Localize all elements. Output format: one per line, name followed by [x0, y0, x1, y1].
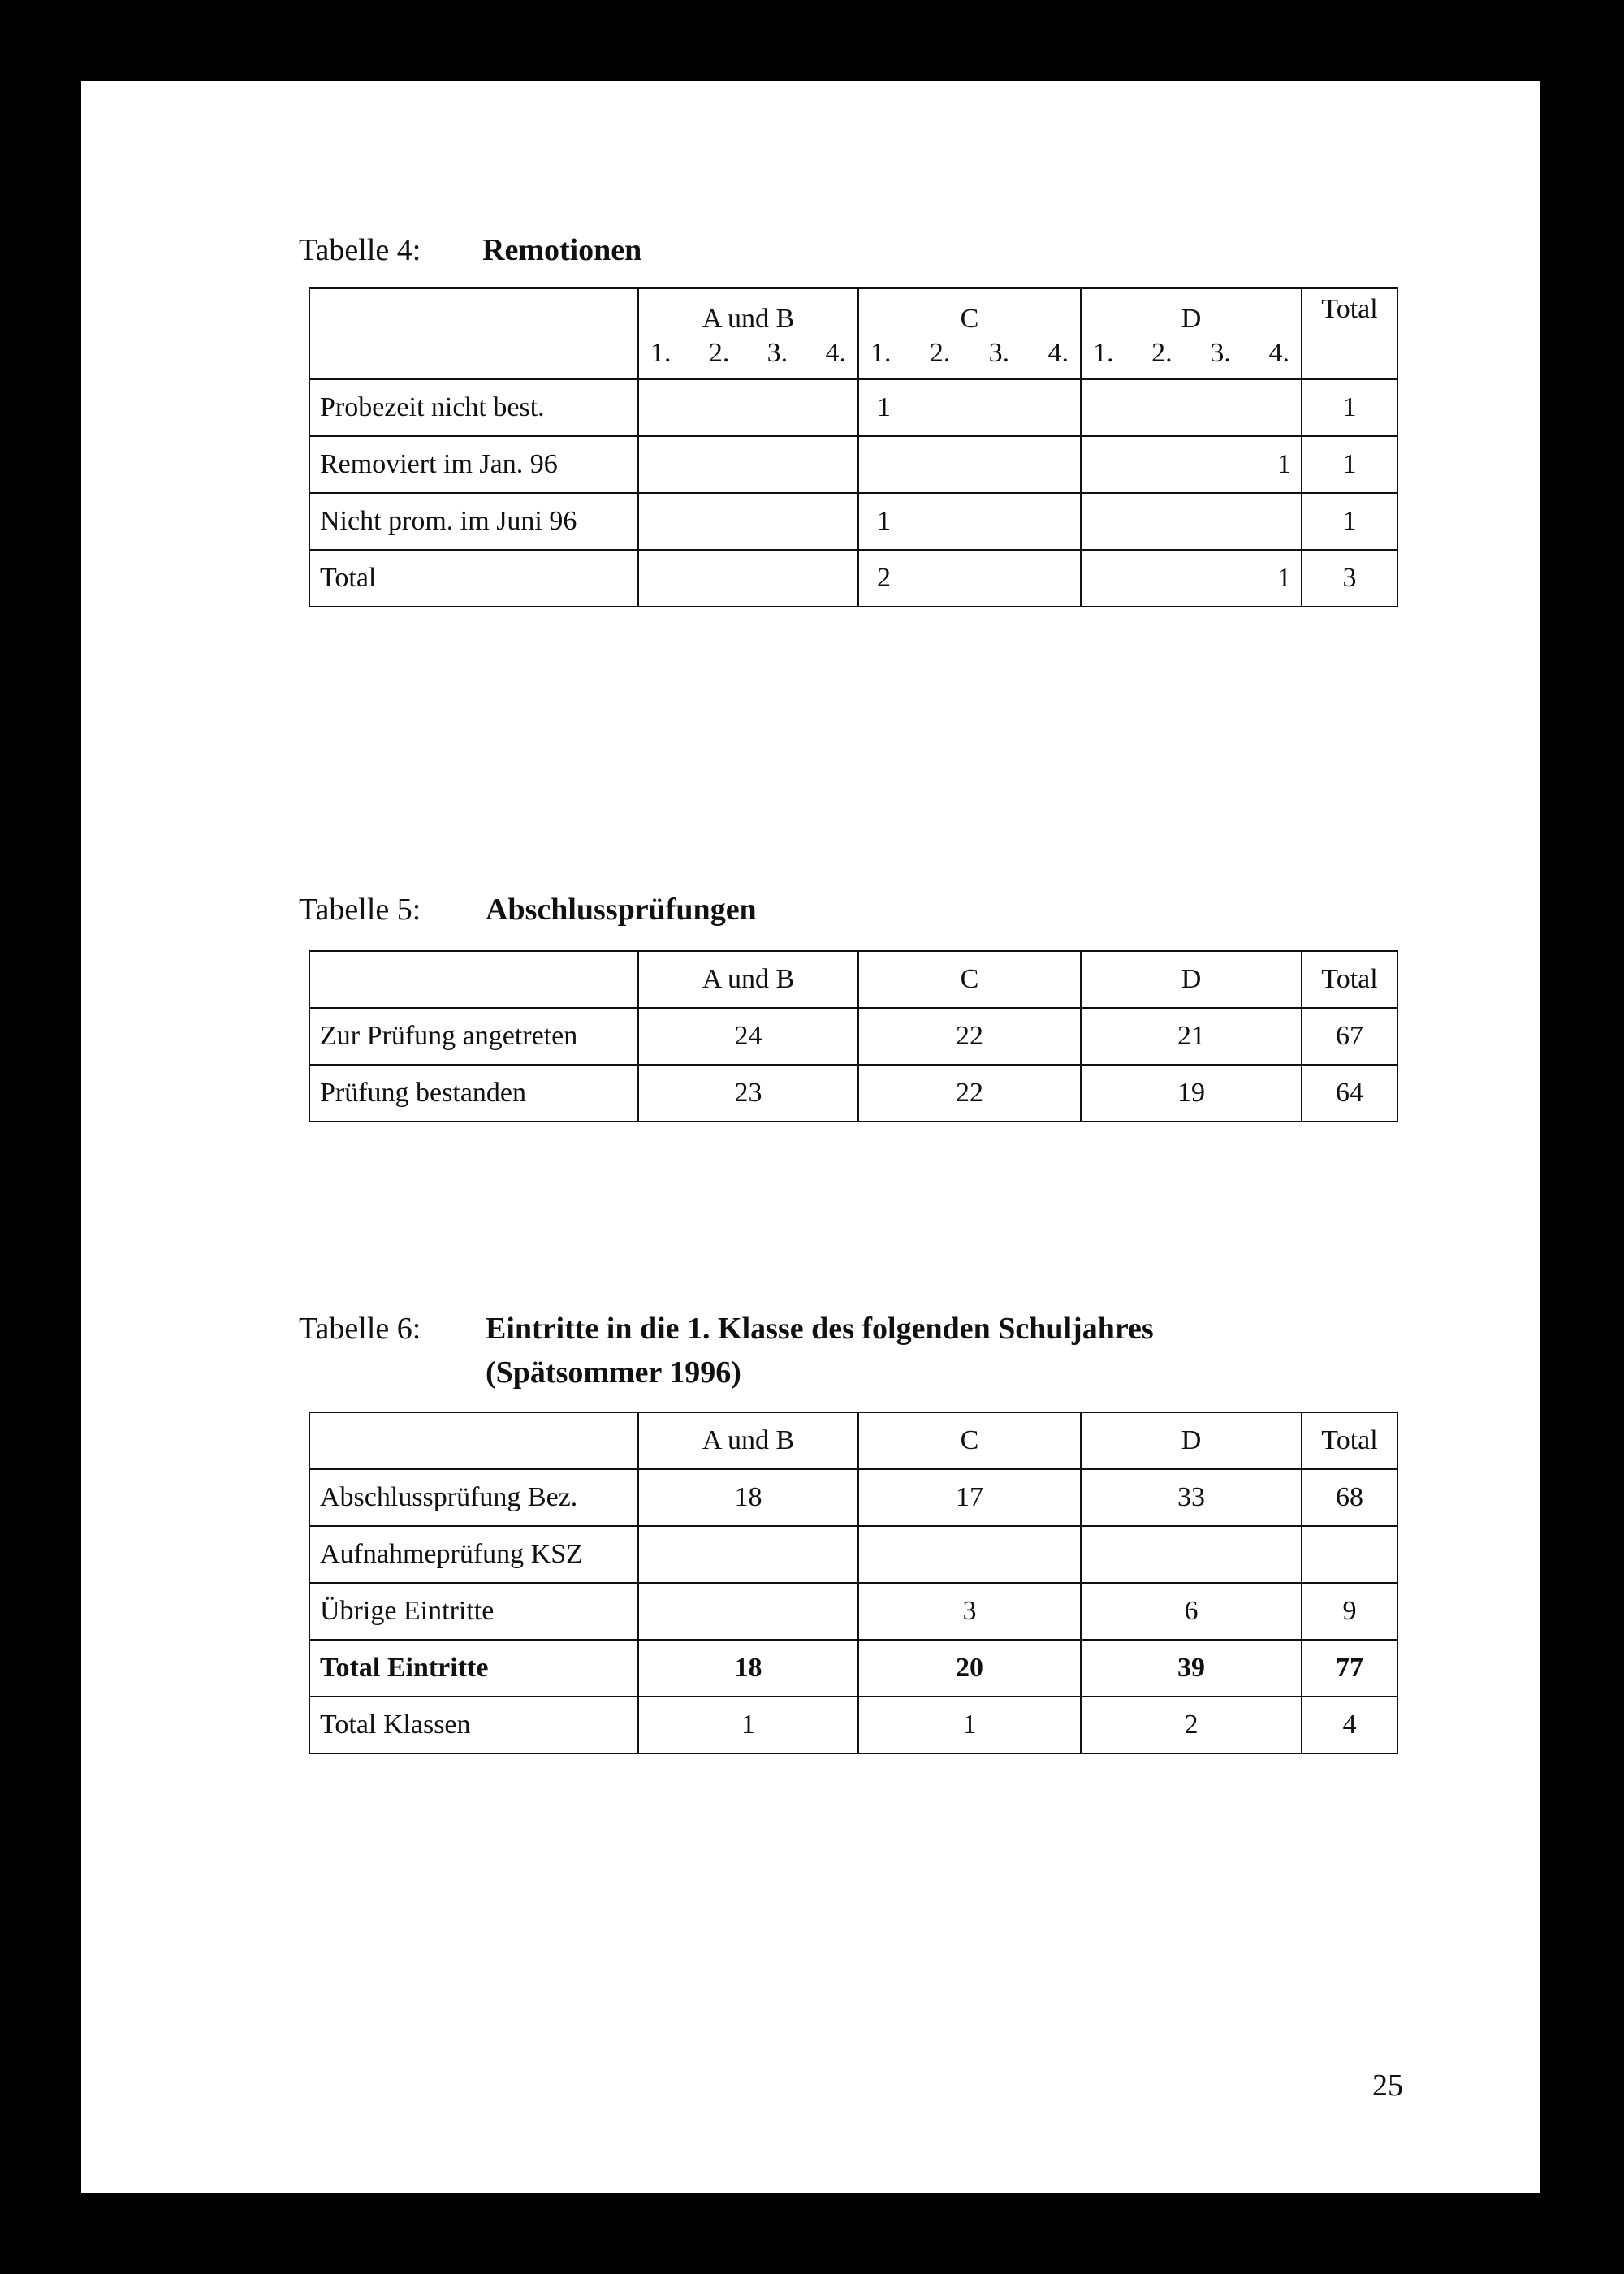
- table5: [309, 950, 1398, 1122]
- table5-header-d: D: [1081, 951, 1302, 1008]
- table6-title-line1: Eintritte in die 1. Klasse des folgenden Schuljahres: [486, 1312, 1154, 1346]
- table5-label: Tabelle 5:: [299, 893, 421, 927]
- cell-d: 19: [1081, 1065, 1302, 1122]
- table4-group-label: D: [1181, 304, 1202, 334]
- table4-header-row: [309, 288, 1397, 379]
- table4-sub-4: 4.: [825, 338, 846, 368]
- cell-total: 68: [1302, 1469, 1397, 1526]
- cell-d: [1081, 379, 1302, 436]
- cell-c: [858, 1526, 1081, 1583]
- row-label: Removiert im Jan. 96: [309, 436, 638, 493]
- cell-total: 1: [1302, 436, 1397, 493]
- cell-aundb: [638, 493, 858, 550]
- cell-d: 21: [1081, 1008, 1302, 1065]
- page-number: 25: [1372, 2069, 1403, 2103]
- table5-header-total: Total: [1302, 951, 1397, 1008]
- row-label: Aufnahmeprüfung KSZ: [309, 1526, 638, 1583]
- table4-header-c: [858, 288, 1081, 379]
- table4-sub-1: 1.: [870, 338, 892, 368]
- row-label: Total Klassen: [309, 1697, 638, 1753]
- cell-total: [1302, 1526, 1397, 1583]
- cell-c: 3: [858, 1583, 1081, 1640]
- document-page: [81, 81, 1540, 2193]
- cell-total: 4: [1302, 1697, 1397, 1753]
- cell-aundb: [638, 1526, 858, 1583]
- table4-group-label: A und B: [702, 304, 795, 334]
- cell-aundb: 24: [638, 1008, 858, 1065]
- table4-sub-2: 2.: [929, 338, 951, 368]
- table4-sub-4: 4.: [1268, 338, 1289, 368]
- table5-title: Abschlussprüfungen: [486, 893, 757, 927]
- cell-c: 17: [858, 1469, 1081, 1526]
- row-label: Probezeit nicht best.: [309, 379, 638, 436]
- table4-subheaders: [649, 336, 848, 370]
- cell-d: [1081, 1526, 1302, 1583]
- table-row: [309, 1065, 1397, 1122]
- table4-sub-3: 3.: [988, 338, 1010, 368]
- table5-header-c: C: [858, 951, 1081, 1008]
- cell-d: 6: [1081, 1583, 1302, 1640]
- cell-aundb: [638, 1583, 858, 1640]
- table6-header-d: D: [1081, 1412, 1302, 1469]
- cell-c: 22: [858, 1008, 1081, 1065]
- table4-sub-2: 2.: [708, 338, 730, 368]
- table-row: [309, 1697, 1397, 1753]
- table5-header-row: [309, 951, 1397, 1008]
- table4-corner-cell: [309, 288, 638, 379]
- cell-c: 1: [858, 493, 1081, 550]
- table6-title-line2: (Spätsommer 1996): [486, 1355, 741, 1390]
- cell-d: 2: [1081, 1697, 1302, 1753]
- table6-corner-cell: [309, 1412, 638, 1469]
- table-row: [309, 379, 1397, 436]
- row-label: Total Eintritte: [309, 1640, 638, 1697]
- cell-c: 20: [858, 1640, 1081, 1697]
- table5-header-aundb: A und B: [638, 951, 858, 1008]
- cell-aundb: [638, 550, 858, 607]
- row-label: Abschlussprüfung Bez.: [309, 1469, 638, 1526]
- table4: [309, 287, 1398, 607]
- table-row: [309, 1640, 1397, 1697]
- table-row: [309, 1008, 1397, 1065]
- cell-aundb: [638, 379, 858, 436]
- row-label: Übrige Eintritte: [309, 1583, 638, 1640]
- table-row: [309, 1583, 1397, 1640]
- cell-total: 1: [1302, 379, 1397, 436]
- cell-total: 9: [1302, 1583, 1397, 1640]
- cell-c: 2: [858, 550, 1081, 607]
- table4-sub-1: 1.: [650, 338, 672, 368]
- table4-subheaders: [869, 336, 1070, 370]
- table4-header-total: Total: [1302, 288, 1397, 379]
- table4-group-label: C: [960, 304, 979, 334]
- table6-header-aundb: A und B: [638, 1412, 858, 1469]
- table4-header-aundb: [638, 288, 858, 379]
- table-row: [309, 493, 1397, 550]
- table4-label: Tabelle 4:: [299, 233, 421, 267]
- table4-subheaders: [1091, 336, 1291, 370]
- cell-total: 1: [1302, 493, 1397, 550]
- cell-d: 1: [1081, 436, 1302, 493]
- cell-aundb: [638, 436, 858, 493]
- cell-c: 22: [858, 1065, 1081, 1122]
- table6-header-total: Total: [1302, 1412, 1397, 1469]
- row-label: Zur Prüfung angetreten: [309, 1008, 638, 1065]
- cell-d: 39: [1081, 1640, 1302, 1697]
- cell-c: [858, 436, 1081, 493]
- table4-sub-3: 3.: [1210, 338, 1231, 368]
- row-label: Prüfung bestanden: [309, 1065, 638, 1122]
- table4-sub-2: 2.: [1151, 338, 1173, 368]
- table-row: [309, 1526, 1397, 1583]
- table6: [309, 1412, 1398, 1754]
- table-row: [309, 1469, 1397, 1526]
- table6-label: Tabelle 6:: [299, 1312, 421, 1346]
- cell-total: 67: [1302, 1008, 1397, 1065]
- cell-d: 33: [1081, 1469, 1302, 1526]
- table4-sub-1: 1.: [1093, 338, 1114, 368]
- table4-sub-3: 3.: [767, 338, 788, 368]
- table4-sub-4: 4.: [1047, 338, 1069, 368]
- table4-header-d: [1081, 288, 1302, 379]
- table6-header-row: [309, 1412, 1397, 1469]
- cell-aundb: 18: [638, 1640, 858, 1697]
- cell-total: 77: [1302, 1640, 1397, 1697]
- cell-aundb: 18: [638, 1469, 858, 1526]
- cell-d: 1: [1081, 550, 1302, 607]
- cell-total: 64: [1302, 1065, 1397, 1122]
- table5-corner-cell: [309, 951, 638, 1008]
- cell-total: 3: [1302, 550, 1397, 607]
- cell-aundb: 1: [638, 1697, 858, 1753]
- cell-aundb: 23: [638, 1065, 858, 1122]
- cell-d: [1081, 493, 1302, 550]
- table-row: [309, 550, 1397, 607]
- table-row: [309, 436, 1397, 493]
- cell-c: 1: [858, 1697, 1081, 1753]
- cell-c: 1: [858, 379, 1081, 436]
- row-label: Total: [309, 550, 638, 607]
- table6-header-c: C: [858, 1412, 1081, 1469]
- table4-title: Remotionen: [482, 233, 642, 267]
- row-label: Nicht prom. im Juni 96: [309, 493, 638, 550]
